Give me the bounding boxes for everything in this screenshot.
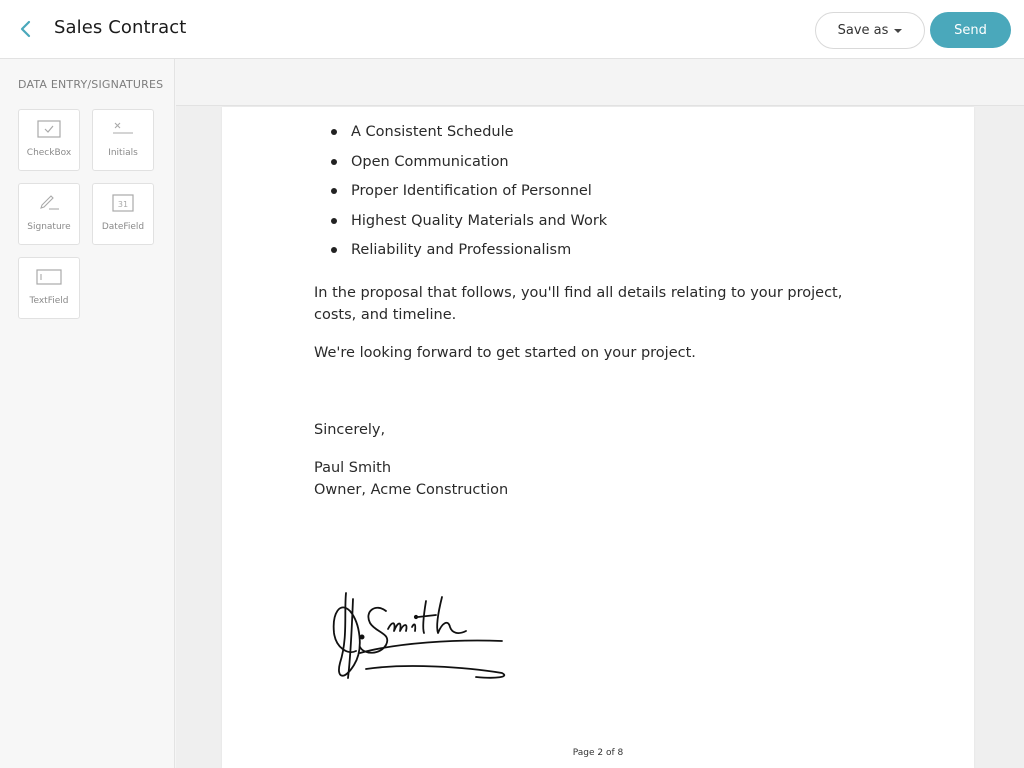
chevron-left-icon [19,20,33,38]
tool-initials[interactable] [92,109,154,171]
list-item-text: Reliability and Professionalism [351,242,572,258]
list-item [314,210,607,240]
list-item-text: Highest Quality Materials and Work [351,212,608,229]
tool-textfield[interactable] [18,257,80,319]
caret-down-icon [894,29,902,33]
list-item [314,180,607,210]
sidebar-heading: DATA ENTRY/SIGNATURES [18,78,164,91]
tool-checkbox[interactable] [18,109,80,171]
list-item-text: Open Communication [351,153,509,170]
tool-label: TextField [29,296,69,306]
initials-icon [111,120,135,138]
bullet-icon [331,159,337,165]
document-viewer[interactable] [176,59,1024,768]
tool-label: Signature [27,222,71,232]
sidebar [0,59,175,768]
save-as-button[interactable] [815,12,925,49]
document-page [222,107,974,768]
list-item [314,151,607,181]
signature-pen-icon [37,194,61,212]
back-button[interactable] [14,16,38,42]
bullet-list [314,121,607,269]
save-as-label: Save as [837,23,889,38]
signer-name: Paul Smith [314,460,392,476]
svg-text:31: 31 [117,200,129,209]
page-title: Sales Contract [54,17,187,38]
bullet-icon [331,218,337,224]
list-item-text: Proper Identification of Personnel [351,183,592,199]
checkbox-icon [37,120,61,138]
tool-datefield[interactable] [92,183,154,245]
list-item [314,121,607,151]
signer-title: Owner, Acme Construction [314,482,509,498]
calendar-icon [111,194,135,212]
tool-signature[interactable] [18,183,80,245]
tool-label: DateField [101,222,145,232]
bullet-icon [331,188,337,194]
textfield-icon [36,268,62,286]
page-indicator: Page 2 of 8 [572,748,624,758]
bullet-icon [331,129,337,135]
paragraph-forward: We're looking forward to get started on your project. [314,345,696,361]
top-bar [0,0,1024,59]
list-item [314,239,607,269]
signature-image [326,583,526,697]
paragraph-proposal: In the proposal that follows, you'll find all details relating to your project, costs, and timeline. [314,285,843,323]
tool-label: Initials [108,148,138,158]
list-item-text: A Consistent Schedule [351,124,514,140]
tool-label: CheckBox [26,148,72,158]
document-toolbar [176,59,1024,106]
send-button[interactable]: Send [930,12,1011,48]
bullet-icon [331,247,337,253]
closing-text: Sincerely, [314,422,386,438]
